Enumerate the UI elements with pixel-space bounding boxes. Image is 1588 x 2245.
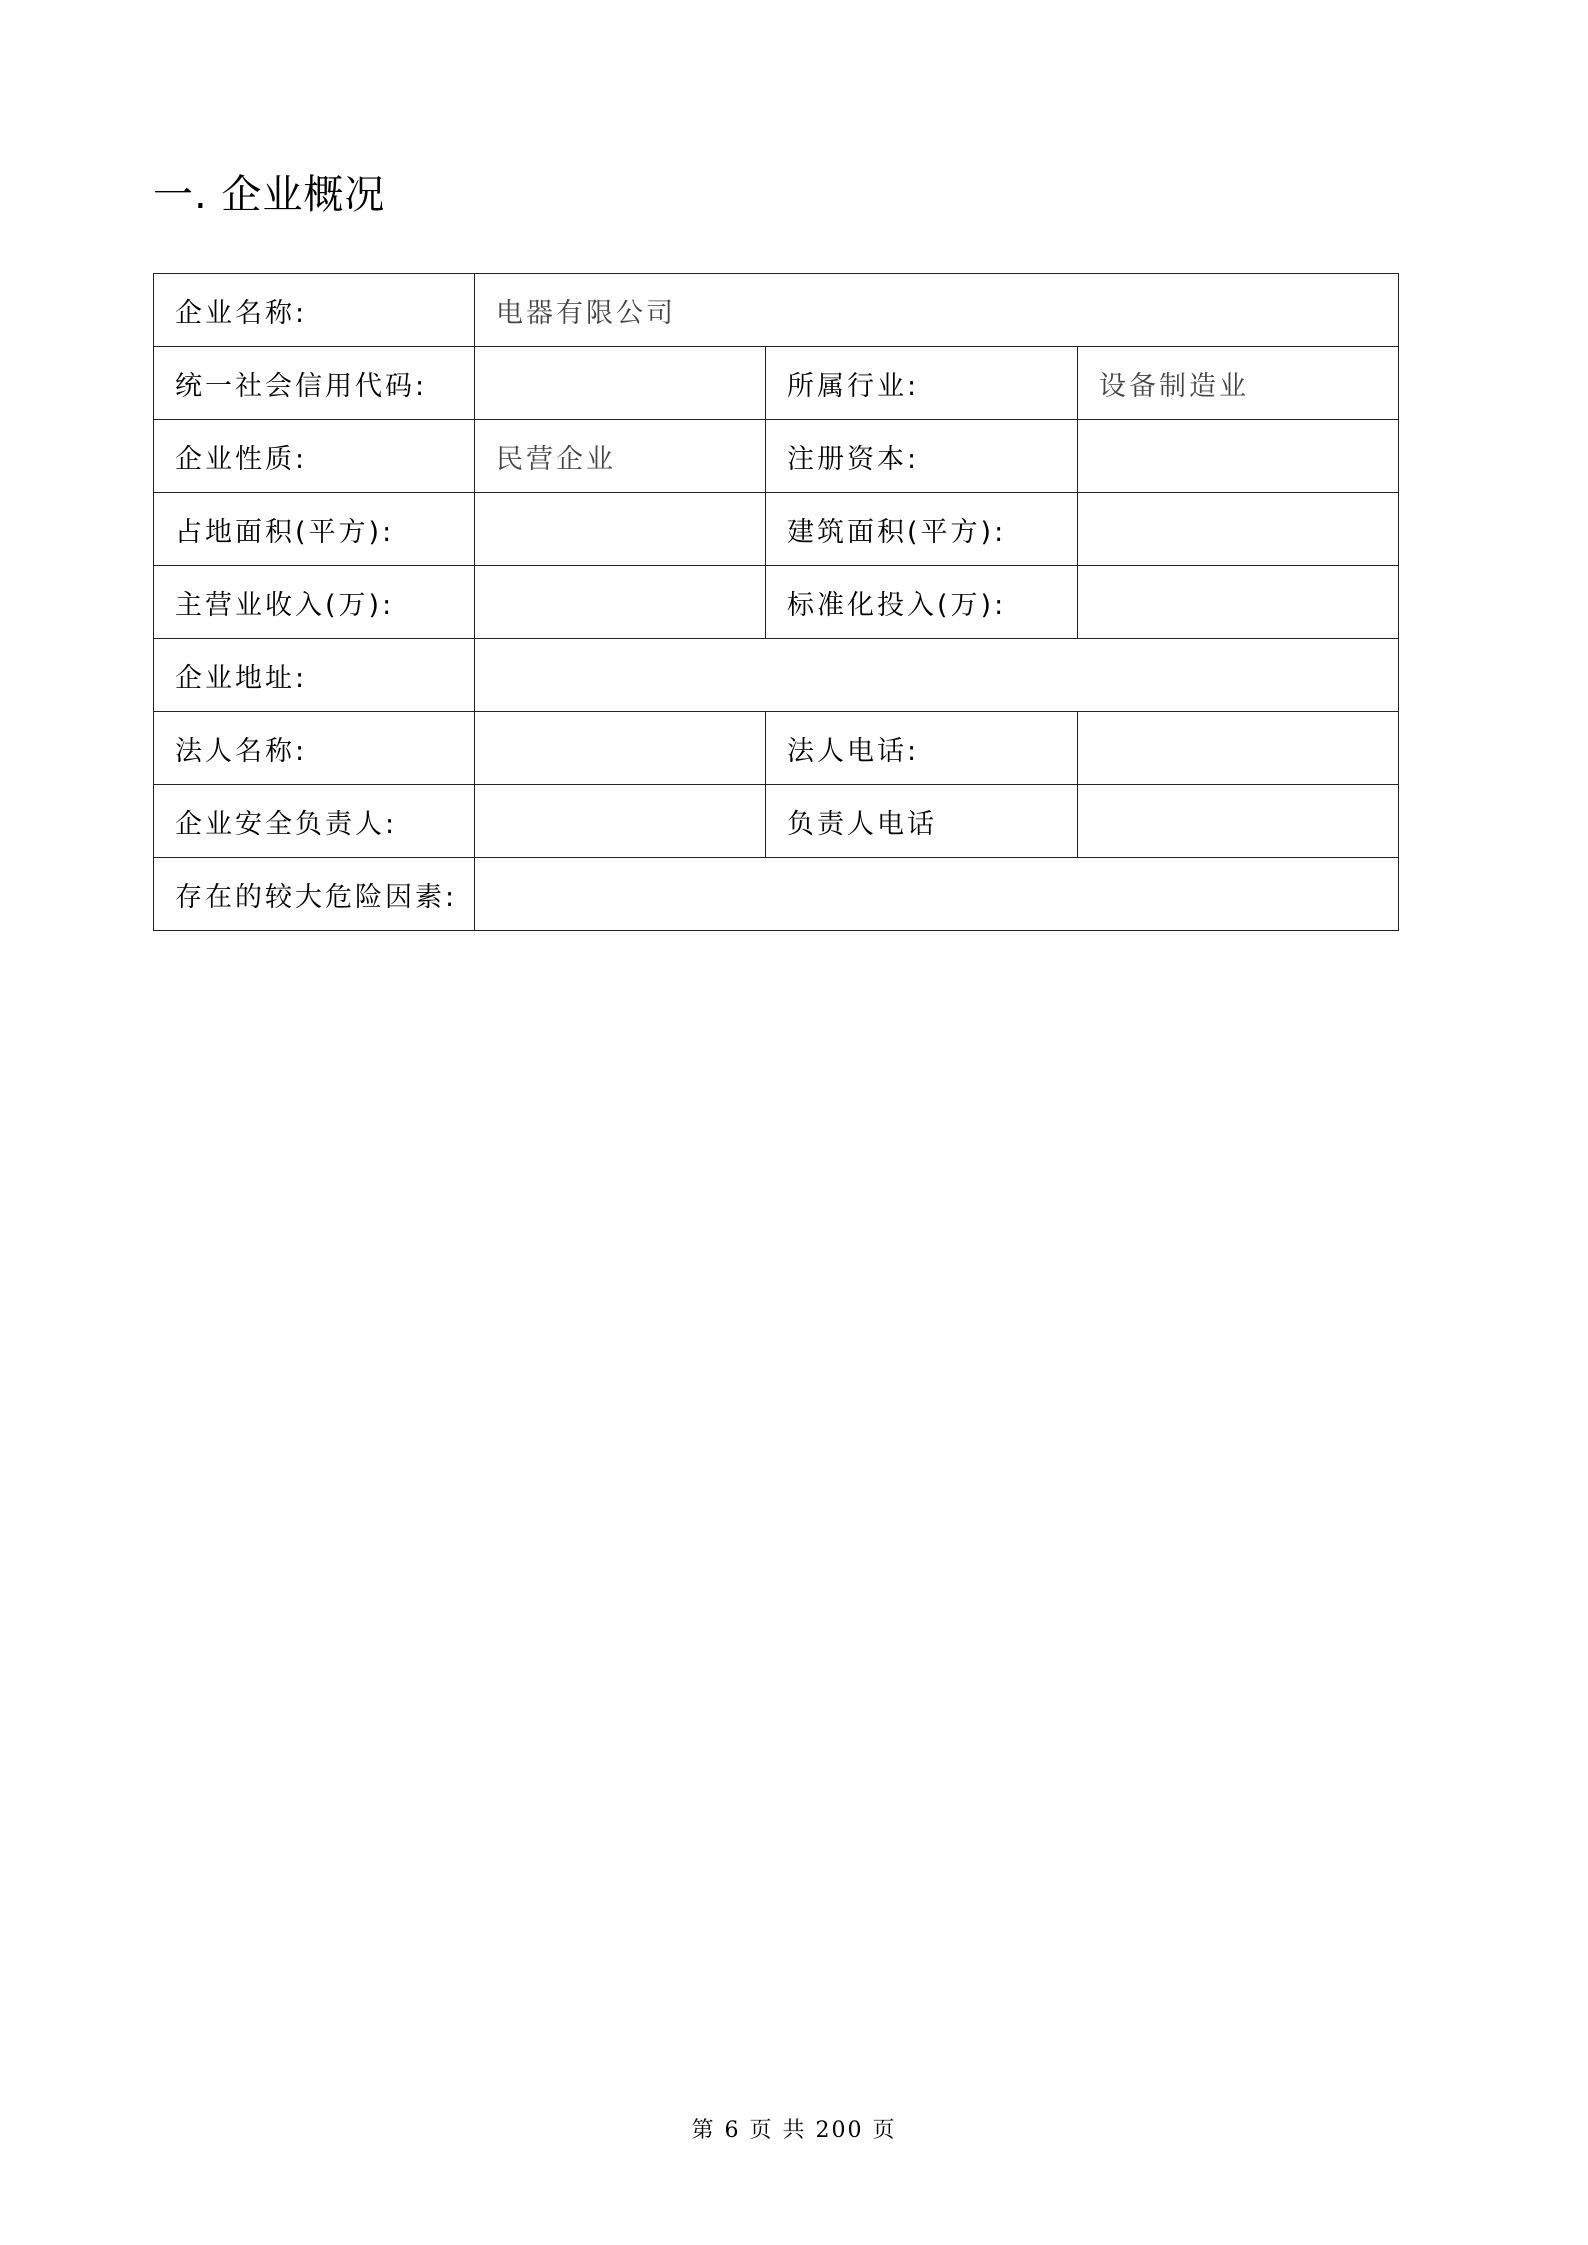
nature-label: 企业性质:: [154, 420, 475, 493]
table-row: [154, 493, 1399, 566]
legal-person-value: [475, 712, 766, 785]
industry-value: 设备制造业: [1078, 347, 1399, 420]
standardization-investment-value: [1078, 566, 1399, 639]
table-row: [154, 785, 1399, 858]
legal-person-label: 法人名称:: [154, 712, 475, 785]
officer-phone-label: 负责人电话: [766, 785, 1078, 858]
credit-code-label: 统一社会信用代码:: [154, 347, 475, 420]
building-area-label: 建筑面积(平方):: [766, 493, 1078, 566]
safety-officer-value: [475, 785, 766, 858]
standardization-investment-label: 标准化投入(万):: [766, 566, 1078, 639]
safety-officer-label: 企业安全负责人:: [154, 785, 475, 858]
land-area-value: [475, 493, 766, 566]
officer-phone-value: [1078, 785, 1399, 858]
building-area-value: [1078, 493, 1399, 566]
address-value: [475, 639, 1399, 712]
address-label: 企业地址:: [154, 639, 475, 712]
table-row: [154, 274, 1399, 347]
table-row: [154, 347, 1399, 420]
land-area-label: 占地面积(平方):: [154, 493, 475, 566]
table-row: [154, 566, 1399, 639]
legal-phone-value: [1078, 712, 1399, 785]
company-name-label: 企业名称:: [154, 274, 475, 347]
major-hazards-label: 存在的较大危险因素:: [154, 858, 475, 931]
table-row: [154, 639, 1399, 712]
main-revenue-value: [475, 566, 766, 639]
main-revenue-label: 主营业收入(万):: [154, 566, 475, 639]
registered-capital-value: [1078, 420, 1399, 493]
nature-value: 民营企业: [475, 420, 766, 493]
page-title: 一. 企业概况: [153, 172, 386, 218]
credit-code-value: [475, 347, 766, 420]
company-overview-table: [153, 273, 1399, 931]
table-row: [154, 712, 1399, 785]
registered-capital-label: 注册资本:: [766, 420, 1078, 493]
major-hazards-value: [475, 858, 1399, 931]
company-name-value: 电器有限公司: [475, 274, 1399, 347]
industry-label: 所属行业:: [766, 347, 1078, 420]
legal-phone-label: 法人电话:: [766, 712, 1078, 785]
table-row: [154, 858, 1399, 931]
page-footer: 第 6 页 共 200 页: [691, 2118, 897, 2143]
table-row: [154, 420, 1399, 493]
